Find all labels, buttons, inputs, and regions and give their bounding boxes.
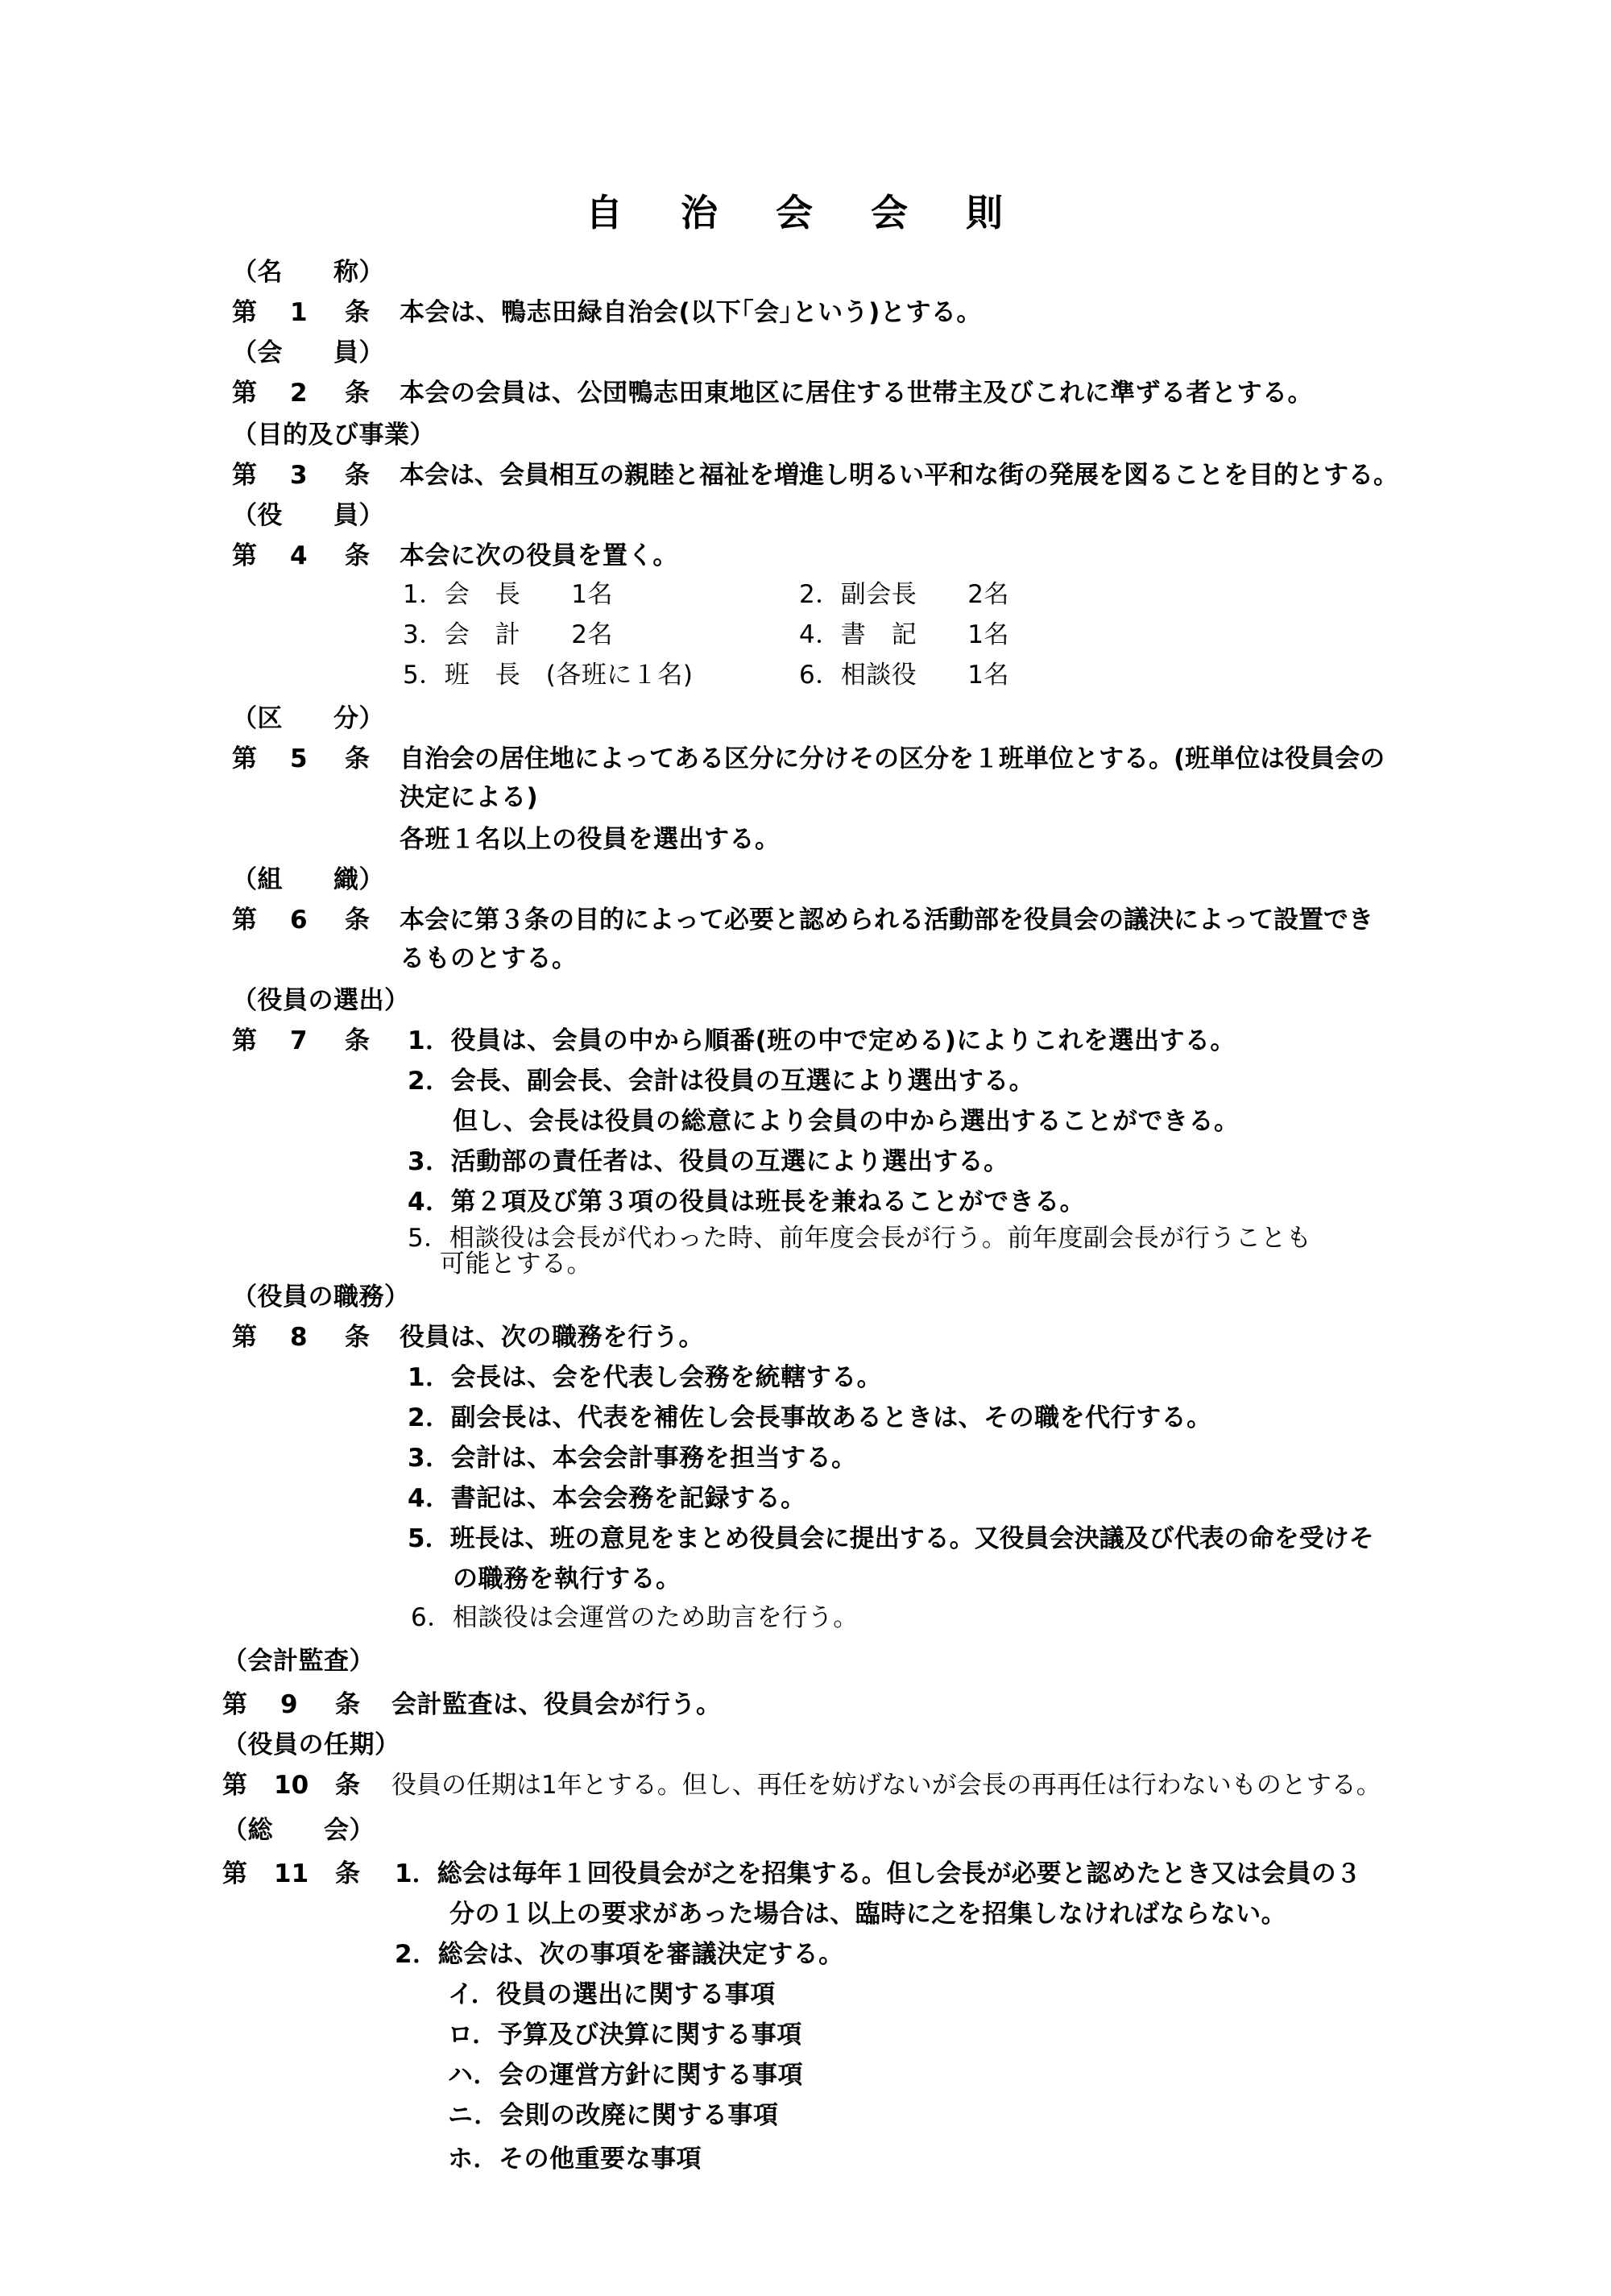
article-dai: 第 [222, 1690, 247, 1719]
article-dai: 第 [222, 1859, 247, 1888]
article-7-item: 可能とする。 [440, 1250, 592, 1279]
article-number: 6 [290, 906, 308, 935]
section-heading-audit: （会計監査） [222, 1647, 375, 1676]
article-number: 4 [290, 541, 308, 570]
article-8-item: の職務を執行する。 [453, 1565, 681, 1594]
article-8-item: 1．会長は、会を代表し会務を統轄する。 [408, 1363, 883, 1392]
article-8-item: 2．副会長は、代表を補佐し会長事故あるときは、その職を代行する。 [408, 1403, 1212, 1432]
article-11-subitem: ホ．その他重要な事項 [448, 2145, 702, 2174]
article-jo: 条 [335, 1690, 360, 1719]
article-11-subitem: イ．役員の選出に関する事項 [448, 1980, 776, 2009]
article-9-text: 会計監査は、役員会が行う。 [391, 1690, 722, 1719]
article-dai: 第 [222, 1771, 247, 1800]
article-number: 7 [290, 1026, 308, 1055]
article-jo: 条 [345, 1026, 370, 1055]
article-5-text: 各班１名以上の役員を選出する。 [400, 825, 781, 854]
section-heading-term: （役員の任期） [222, 1730, 400, 1759]
article-dai: 第 [232, 461, 257, 490]
officer-item: 3．会 計 2名 [403, 620, 613, 649]
article-dai: 第 [232, 298, 257, 327]
section-heading-officer: （役 員） [232, 501, 384, 530]
section-heading-election: （役員の選出） [232, 986, 410, 1015]
article-8-item: 5．班長は、班の意見をまとめ役員会に提出する。又役員会決議及び代表の命を受けそ [408, 1524, 1374, 1553]
article-2-text: 本会の会員は、公団鴨志田東地区に居住する世帯主及びこれに準ずる者とする。 [400, 379, 1313, 408]
article-jo: 条 [345, 744, 370, 773]
article-jo: 条 [345, 906, 370, 935]
article-dai: 第 [232, 744, 257, 773]
officer-item: 2．副会長 2名 [799, 580, 1009, 609]
article-number: 10 [274, 1771, 309, 1800]
article-5-text: 決定による) [400, 783, 539, 812]
article-8-item: 6．相談役は会運営のため助言を行う。 [411, 1603, 859, 1632]
section-heading-general: （総 会） [222, 1816, 375, 1845]
article-number: 2 [290, 379, 308, 408]
article-6-text: 本会に第３条の目的によって必要と認められる活動部を役員会の議決によって設置でき [400, 906, 1373, 935]
section-heading-member: （会 員） [232, 338, 384, 367]
officer-item: 1．会 長 1名 [403, 580, 613, 609]
article-1-text: 本会は、鴨志田緑自治会(以下｢会｣という)とする。 [400, 298, 982, 327]
article-7-item: 但し、会長は役員の総意により会員の中から選出することができる。 [453, 1107, 1240, 1136]
article-11-subitem: ハ．会の運営方針に関する事項 [448, 2061, 803, 2090]
article-7-item: 3．活動部の責任者は、役員の互選により選出する。 [408, 1147, 1009, 1176]
article-7-item: 4．第２項及び第３項の役員は班長を兼ねることができる。 [408, 1187, 1086, 1216]
article-jo: 条 [335, 1771, 360, 1800]
officer-item: 4．書 記 1名 [799, 620, 1009, 649]
article-number: 1 [290, 298, 308, 327]
article-jo: 条 [345, 541, 370, 570]
article-11-item: 2．総会は、次の事項を審議決定する。 [395, 1940, 844, 1969]
section-heading-duties: （役員の職務） [232, 1283, 410, 1312]
article-jo: 条 [345, 379, 370, 408]
section-heading-org: （組 織） [232, 865, 384, 894]
article-number: 9 [280, 1690, 298, 1719]
article-number: 3 [290, 461, 308, 490]
article-dai: 第 [232, 379, 257, 408]
article-7-item: 2．会長、副会長、会計は役員の互選により選出する。 [408, 1067, 1035, 1096]
article-7-item: 1．役員は、会員の中から順番(班の中で定める)によりこれを選出する。 [408, 1026, 1236, 1055]
article-jo: 条 [345, 298, 370, 327]
section-heading-purpose: （目的及び事業） [232, 421, 435, 450]
section-heading-division: （区 分） [232, 704, 384, 733]
article-3-text: 本会は、会員相互の親睦と福祉を増進し明るい平和な街の発展を図ることを目的とする。 [400, 461, 1398, 490]
article-dai: 第 [232, 1323, 257, 1352]
article-6-text: るものとする。 [400, 944, 578, 973]
article-11-subitem: ニ．会則の改廃に関する事項 [448, 2101, 779, 2130]
article-number: 5 [290, 744, 308, 773]
article-jo: 条 [345, 1323, 370, 1352]
article-number: 8 [290, 1323, 308, 1352]
article-11-item: 分の１以上の要求があった場合は、臨時に之を招集しなければならない。 [449, 1900, 1287, 1929]
article-dai: 第 [232, 906, 257, 935]
page-title: 自 治 会 会 則 [585, 191, 1026, 234]
article-11-subitem: ロ．予算及び決算に関する事項 [448, 2020, 802, 2049]
article-jo: 条 [345, 461, 370, 490]
section-heading-name: （名 称） [232, 258, 384, 287]
article-8-item: 4．書記は、本会会務を記録する。 [408, 1484, 806, 1513]
officer-item: 6．相談役 1名 [799, 661, 1009, 690]
article-8-text: 役員は、次の職務を行う。 [400, 1323, 704, 1352]
article-number: 11 [274, 1859, 309, 1888]
article-4-text: 本会に次の役員を置く。 [400, 541, 678, 570]
article-jo: 条 [335, 1859, 360, 1888]
officer-item: 5．班 長 (各班に１名) [403, 661, 694, 690]
article-7-item: 5．相談役は会長が代わった時、前年度会長が行う。前年度副会長が行うことも [408, 1224, 1312, 1253]
article-8-item: 3．会計は、本会会計事務を担当する。 [408, 1444, 857, 1473]
article-5-text: 自治会の居住地によってある区分に分けその区分を１班単位とする。(班単位は役員会の [400, 744, 1385, 773]
article-dai: 第 [232, 1026, 257, 1055]
article-10-text: 役員の任期は1年とする。但し、再任を妨げないが会長の再再任は行わないものとする。 [391, 1771, 1381, 1800]
article-11-item: 1．総会は毎年１回役員会が之を招集する。但し会長が必要と認めたとき又は会員の３ [395, 1859, 1361, 1888]
article-dai: 第 [232, 541, 257, 570]
